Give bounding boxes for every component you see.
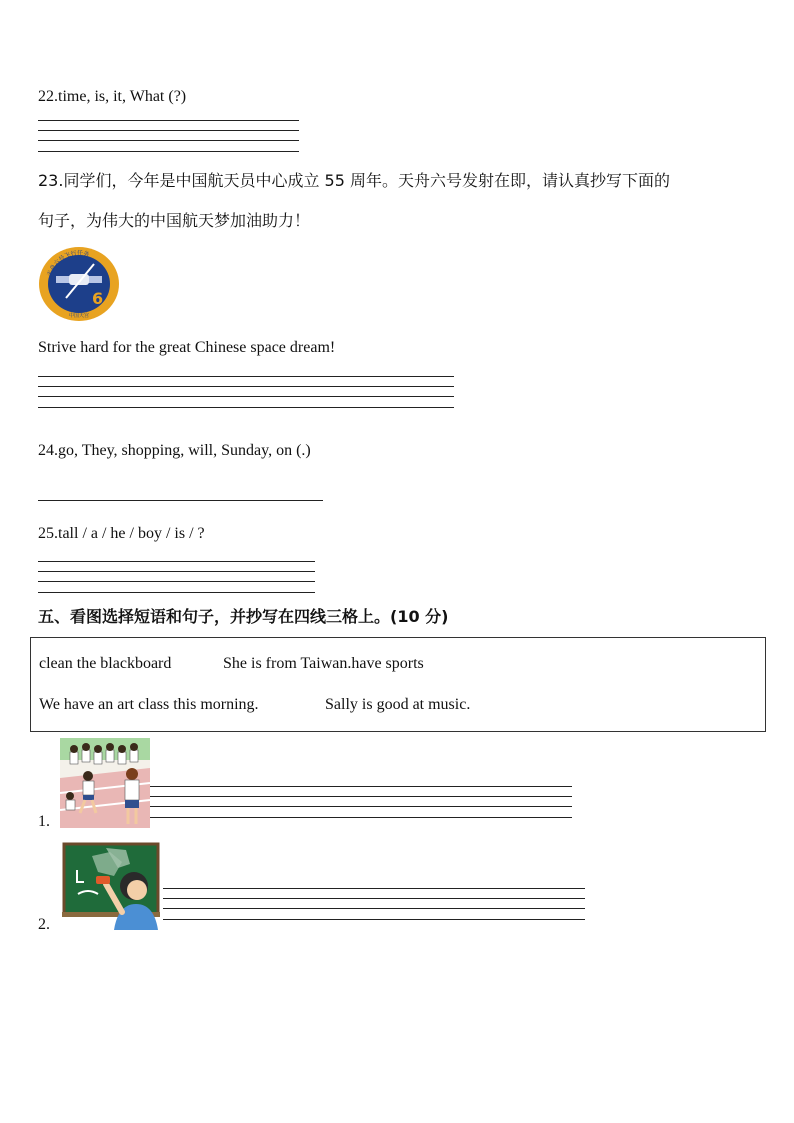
- question-23-intro-line2: 句子，为伟大的中国航天梦加油助力！: [38, 211, 311, 230]
- question-text: tall / a / he / boy / is / ?: [58, 525, 205, 542]
- question-23-intro: 23.同学们，今年是中国航天员中心成立 55 周年。天舟六号发射在即，请认真抄写下面的: [38, 171, 670, 190]
- emblem-ring-text: 天舟六号飞行任务: [46, 249, 90, 278]
- question-22: [38, 87, 186, 107]
- question-number: 25.: [38, 525, 58, 542]
- question-number: 22.: [38, 88, 58, 105]
- question-number: 23.: [38, 171, 64, 190]
- writing-lines-item-1[interactable]: [150, 786, 572, 818]
- question-24: [38, 441, 311, 461]
- writing-lines-item-2[interactable]: [163, 888, 585, 920]
- question-number: 24.: [38, 442, 58, 459]
- question-25: [38, 524, 205, 544]
- writing-lines-q25[interactable]: [38, 561, 315, 593]
- item-2-number: 2.: [38, 916, 50, 933]
- section-5-title: 五、看图选择短语和句子，并抄写在四线三格上。(10 分): [38, 607, 449, 626]
- option-art-class: We have an art class this morning.: [39, 696, 259, 713]
- question-23-sentence: Strive hard for the great Chinese space dream!: [38, 339, 336, 356]
- tianzhou-6-mission-emblem-icon: [38, 246, 120, 322]
- emblem-number: 6: [92, 289, 104, 308]
- writing-lines-q22[interactable]: [38, 120, 299, 152]
- children-running-sports-image: [60, 738, 150, 828]
- emblem-bottom-text: 中国天宫: [68, 313, 90, 319]
- options-box: [30, 637, 766, 732]
- item-1-number: 1.: [38, 813, 50, 830]
- question-text: go, They, shopping, will, Sunday, on (.): [58, 442, 311, 459]
- writing-lines-q23[interactable]: [38, 376, 454, 408]
- question-text: time, is, it, What (?): [58, 88, 187, 105]
- girl-cleaning-blackboard-image: [62, 842, 162, 930]
- answer-line-q24[interactable]: [38, 500, 323, 501]
- option-sally-good-at-music: Sally is good at music.: [325, 696, 471, 713]
- option-she-is-from-taiwan-have-sports: She is from Taiwan.have sports: [223, 655, 424, 672]
- option-clean-the-blackboard: clean the blackboard: [39, 655, 172, 672]
